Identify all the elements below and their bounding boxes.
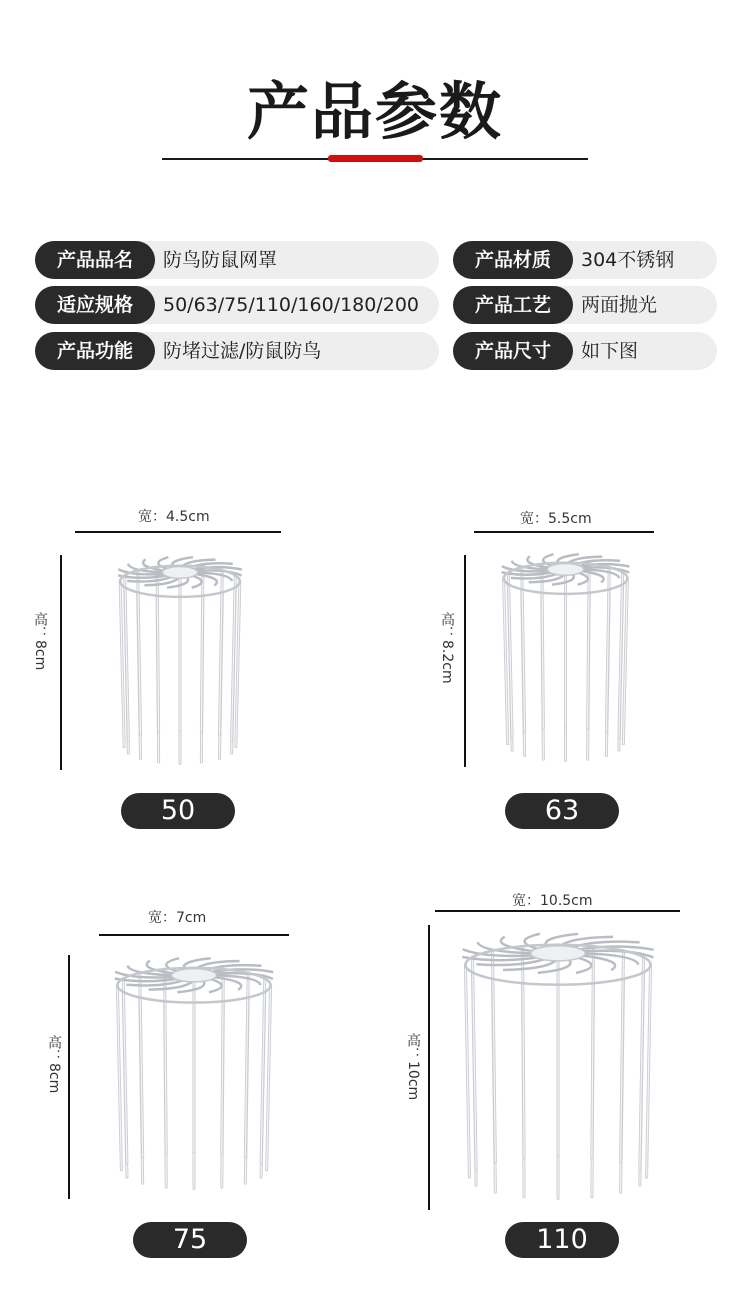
wire-cage-icon	[488, 545, 643, 767]
spec-label: 产品功能	[35, 332, 155, 370]
spec-value: 两面抛光	[581, 294, 658, 316]
height-label: 高：8.2cm	[439, 612, 455, 684]
size-badge: 63	[505, 793, 619, 829]
height-label: 高：8cm	[46, 1035, 62, 1094]
spec-value: 50/63/75/110/160/180/200	[163, 294, 419, 316]
width-label: 宽：5.5cm	[520, 511, 592, 527]
size-badge: 75	[133, 1222, 247, 1258]
width-line	[435, 910, 680, 912]
width-line	[474, 531, 654, 533]
spec-value: 304不锈钢	[581, 249, 675, 271]
height-label: 高：10cm	[405, 1033, 421, 1101]
spec-label: 产品品名	[35, 241, 155, 279]
spec-row-process	[453, 286, 717, 324]
wire-cage-icon	[98, 948, 290, 1196]
spec-row-dimensions	[453, 332, 717, 370]
width-line	[99, 934, 289, 936]
page-title: 产品参数	[246, 75, 503, 148]
spec-label: 产品材质	[453, 241, 573, 279]
size-badge: 110	[505, 1222, 619, 1258]
spec-value: 如下图	[581, 340, 639, 362]
height-line	[428, 925, 430, 1210]
wire-cage-icon	[442, 922, 674, 1207]
wire-cage-cover-image	[98, 948, 290, 1196]
wire-cage-cover-image	[488, 545, 643, 767]
width-label: 宽：7cm	[148, 910, 207, 926]
height-line	[68, 955, 70, 1199]
spec-row-function	[35, 332, 439, 370]
width-label: 宽：4.5cm	[138, 509, 210, 525]
wire-cage-icon	[105, 548, 255, 770]
wire-cage-cover-image	[105, 548, 255, 770]
spec-label: 产品尺寸	[453, 332, 573, 370]
height-line	[464, 555, 466, 767]
spec-row-sizes	[35, 286, 439, 324]
width-label: 宽：10.5cm	[512, 893, 593, 909]
wire-cage-cover-image	[442, 922, 674, 1207]
spec-value: 防堵过滤/防鼠防鸟	[163, 340, 322, 362]
title-accent-bar	[328, 155, 423, 162]
width-line	[75, 531, 281, 533]
size-badge: 50	[121, 793, 235, 829]
height-line	[60, 555, 62, 770]
height-label: 高：8cm	[32, 612, 48, 671]
spec-row-name	[35, 241, 439, 279]
spec-row-material	[453, 241, 717, 279]
spec-value: 防鸟防鼠网罩	[163, 249, 278, 271]
spec-label: 产品工艺	[453, 286, 573, 324]
spec-label: 适应规格	[35, 286, 155, 324]
